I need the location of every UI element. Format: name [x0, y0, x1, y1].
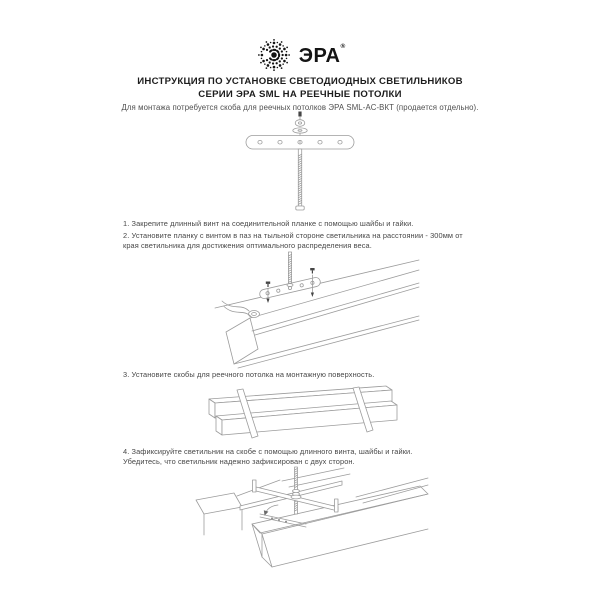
- nut-and-washer: [291, 489, 301, 499]
- connecting-plate: [246, 136, 354, 150]
- title-line-1: ИНСТРУКЦИЯ ПО УСТАНОВКЕ СВЕТОДИОДНЫХ СВЕТИЛЬНИКОВ: [137, 76, 463, 87]
- figure-fix-to-bracket: [190, 467, 430, 583]
- registered-mark: ®: [340, 43, 346, 50]
- nut: [295, 120, 305, 127]
- mounting-note: Для монтажа потребуется скоба для реечных потолков ЭРА SML-AC-ВКТ (продается отдельно).: [121, 103, 479, 112]
- threaded-rod: [288, 252, 291, 288]
- threaded-rod: [296, 149, 304, 210]
- bracket-flange-right: [335, 499, 339, 512]
- ceiling-rails: [196, 468, 428, 567]
- title-line-2: СЕРИИ ЭРА SML НА РЕЕЧНЫЕ ПОТОЛКИ: [198, 88, 402, 100]
- step-3-text: 3. Установите скобы для реечного потолка на монтажную поверхность.: [123, 370, 375, 379]
- screw-head: [296, 206, 304, 210]
- luminaire-body: [215, 260, 419, 368]
- long-screw: [293, 112, 307, 136]
- figure-bolt-on-plate: [220, 110, 380, 216]
- figure-brackets-on-surface: [190, 383, 405, 450]
- era-wordmark: ЭРА®: [298, 43, 346, 67]
- step-1-text: 1. Закрепите длинный винт на соединительной планке с помощью шайбы и гайки.: [123, 219, 414, 228]
- page-title: [0, 76, 600, 101]
- step-4-line-2: Убедитесь, что светильник надежно зафиксирован с двух сторон.: [123, 457, 355, 467]
- power-cable: [222, 301, 260, 318]
- nut: [287, 284, 293, 287]
- step-2-text: 2. Установите планку с винтом в паз на тыльной стороне светильника на расстоянии - 300мм от края светильника для достижения оптимального распределения веса.: [123, 231, 463, 251]
- washer: [293, 128, 307, 133]
- starburst-dots: [258, 39, 290, 71]
- era-logo: [0, 34, 600, 76]
- step-4-text: [123, 447, 495, 468]
- down-arrow-icon: [311, 293, 314, 298]
- bracket-flange-left: [253, 480, 257, 492]
- step-4-line-1: 4. Зафиксируйте светильник на скобе с помощью длинного винта, шайбы и гайки.: [123, 447, 413, 456]
- era-starburst-icon: [255, 36, 293, 74]
- figure-plate-into-luminaire: [200, 252, 425, 371]
- down-arrow-icon: [266, 299, 269, 304]
- insert-arrow-icon: [264, 505, 278, 516]
